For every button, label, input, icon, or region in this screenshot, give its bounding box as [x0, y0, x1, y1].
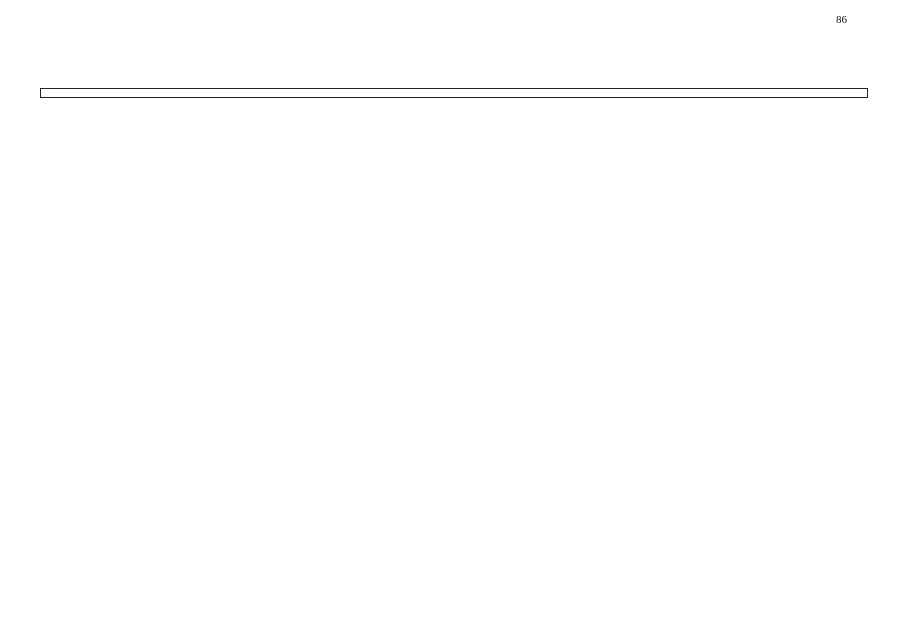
page-number: 86: [836, 14, 847, 26]
table-header-row: [40, 88, 868, 98]
